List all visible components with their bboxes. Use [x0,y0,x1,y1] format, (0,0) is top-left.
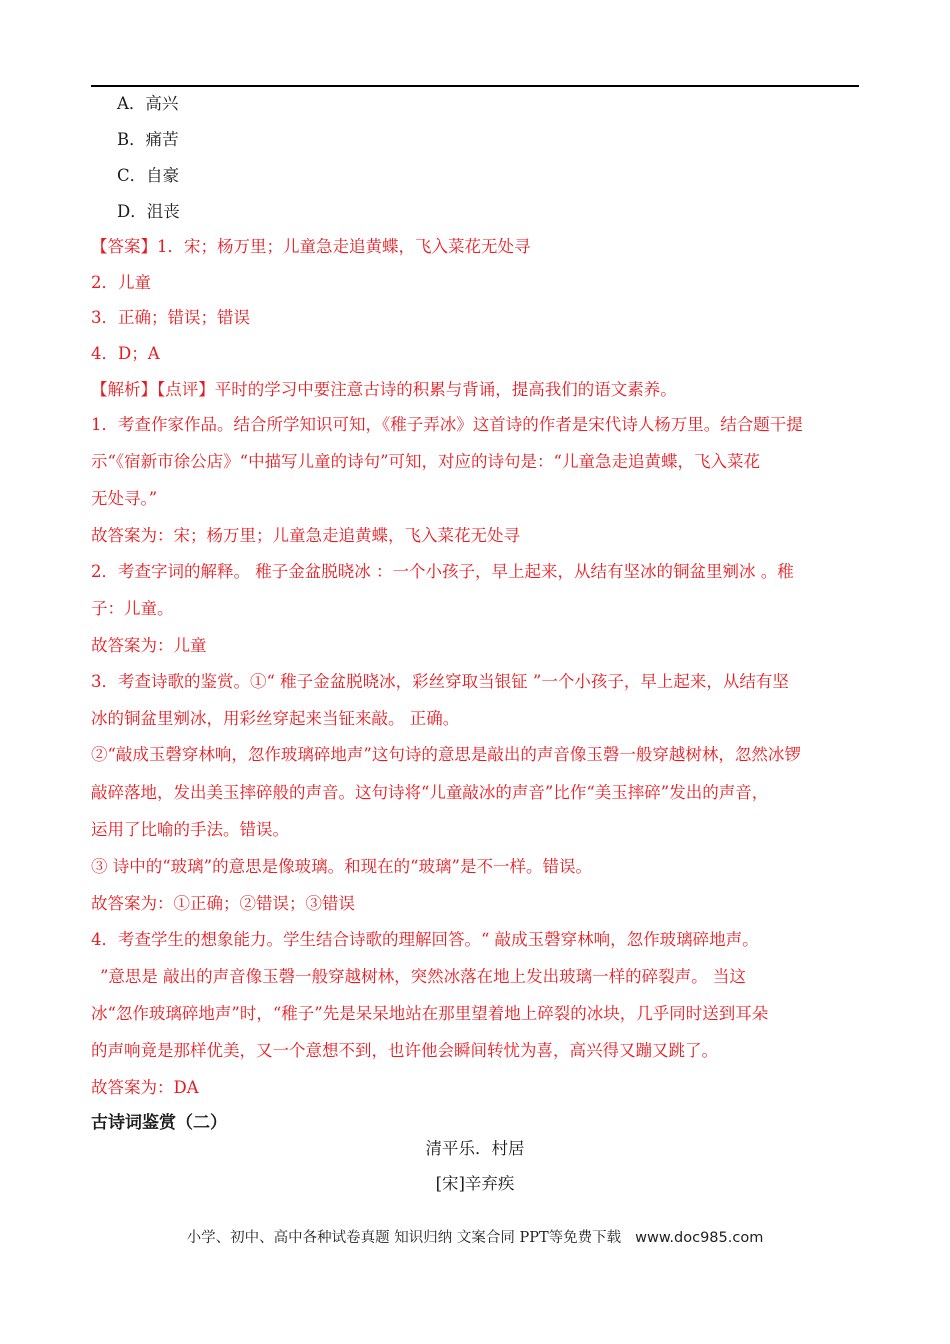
header-rule [91,85,859,87]
analysis-line: 示“《宿新市徐公店》“中描写儿童的诗句”可知，对应的诗句是：“儿童急走追黄蝶，飞入菜花 [91,452,760,471]
footer-text: 小学、初中、高中各种试卷真题 知识归纳 文案合同 PPT等免费下载 [186,1230,622,1246]
analysis-line: 冰的铜盆里剜冰，用彩丝穿起来当钲来敲。 正确。 [91,709,460,728]
analysis-line: 运用了比喻的手法。错误。 [91,820,289,839]
answer-line-1: 【答案】1．宋；杨万里；儿童急走追黄蝶，飞入菜花无处寻 [91,237,531,256]
analysis-line: 故答案为：①正确；②错误；③错误 [91,894,355,913]
analysis-line: 故答案为：儿童 [91,636,207,655]
analysis-line: ③ 诗中的“玻璃”的意思是像玻璃。和现在的“玻璃”是不一样。错误。 [91,857,592,876]
option-c: C．自豪 [117,166,180,185]
analysis-line: 3．考查诗歌的鉴赏。①“ 稚子金盆脱晓冰，彩丝穿取当银钲 ”一个小孩子，早上起来，从结有坚 [91,672,789,691]
answer-line-4: 4．D；A [91,344,160,363]
analysis-line: 的声响竟是那样优美，又一个意想不到，也许他会瞬间转忧为喜，高兴得又蹦又跳了。 [91,1041,718,1060]
analysis-line: 子：儿童。 [91,599,174,618]
option-b: B．痛苦 [117,130,179,149]
analysis-line: 4．考查学生的想象能力。学生结合诗歌的理解回答。“ 敲成玉磬穿林响，忽作玻璃碎地声。 [91,930,759,949]
answer-line-2: 2．儿童 [91,273,151,292]
answer-line-3: 3．正确；错误；错误 [91,308,250,327]
analysis-line: 无处寻。” [91,489,158,508]
footer-url[interactable]: www.doc985.com [635,1230,764,1246]
option-a: A．高兴 [117,94,179,113]
footer [0,1226,950,1247]
analysis-line: 冰“忽作玻璃碎地声”时，“稚子”先是呆呆地站在那里望着地上碎裂的冰块，几乎同时送到耳朵 [91,1004,769,1023]
analysis-line: ②“敲成玉磬穿林响，忽作玻璃碎地声”这句诗的意思是敲出的声音像玉磬一般穿越树林，忽然冰锣 [91,745,801,764]
analysis-line: 1．考查作家作品。结合所学知识可知，《稚子弄冰》这首诗的作者是宋代诗人杨万里。结合题干提 [91,415,803,434]
analysis-line: 敲碎落地，发出美玉摔碎般的声音。这句诗将“儿童敲冰的声音”比作“美玉摔碎”发出的声音， [91,783,769,802]
analysis-line: ”意思是 敲出的声音像玉磬一般穿越树林，突然冰落在地上发出玻璃一样的碎裂声。 当这 [100,967,746,986]
analysis-line: 故答案为：宋；杨万里；儿童急走追黄蝶，飞入菜花无处寻 [91,526,520,545]
analysis-line: 2．考查字词的解释。 稚子金盆脱晓冰 ：一个小孩子，早上起来，从结有坚冰的铜盆里剜冰 。稚 [91,562,794,581]
option-d: D．沮丧 [117,202,180,221]
section-title: 古诗词鉴赏（二） [91,1113,227,1133]
poem-title: 清平乐．村居 [425,1139,525,1158]
analysis-line: 【解析】【点评】平时的学习中要注意古诗的积累与背诵，提高我们的语文素养。 [91,380,677,399]
analysis-line: 故答案为：DA [91,1078,199,1097]
poem-author: [宋]辛弃疾 [435,1174,515,1193]
